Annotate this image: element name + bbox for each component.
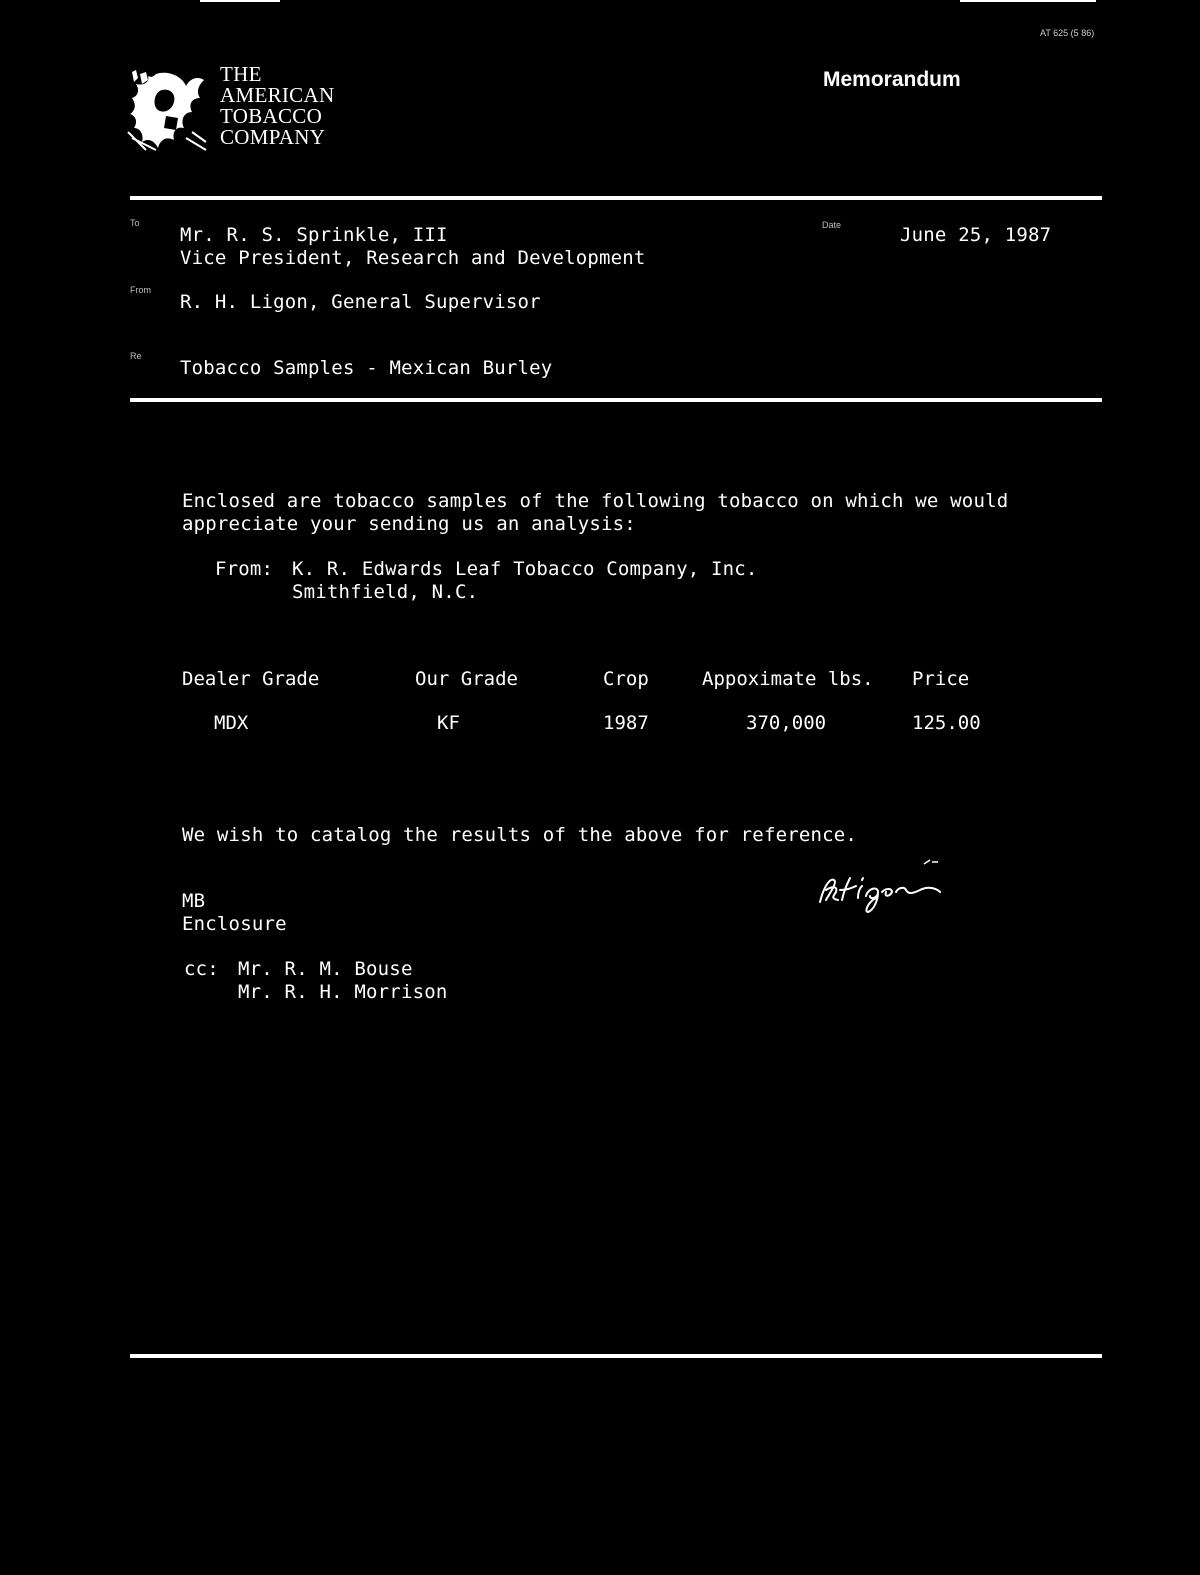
intro-text-line: appreciate your sending us an analysis:	[182, 513, 636, 535]
top-edge-line	[200, 0, 280, 2]
top-edge-line-right	[960, 0, 1096, 2]
table-cell: 370,000	[746, 712, 827, 734]
typist-initials: MB	[182, 890, 206, 912]
memo-title: Memorandum	[823, 68, 961, 91]
sender-name: R. H. Ligon, General Supervisor	[180, 291, 541, 313]
intro-text-line: Enclosed are tobacco samples of the following tobacco on which we would	[182, 490, 1009, 512]
table-cell: MDX	[214, 712, 249, 734]
subject-label: Re	[130, 351, 142, 361]
table-header: Crop	[603, 668, 649, 690]
date-label: Date	[822, 220, 842, 230]
table-header: Price	[912, 668, 970, 690]
table-cell: 125.00	[912, 712, 981, 734]
cc-name: Mr. R. H. Morrison	[238, 981, 448, 1003]
supplier-from-label: From:	[215, 558, 274, 580]
table-cell: 1987	[603, 712, 649, 734]
supplier-city: Smithfield, N.C.	[292, 581, 479, 603]
recipient-name: Mr. R. S. Sprinkle, III	[180, 224, 448, 246]
address-divider	[130, 398, 1102, 402]
table-cell: KF	[437, 712, 460, 734]
cc-name: Mr. R. M. Bouse	[238, 958, 413, 980]
company-name-line: COMPANY	[220, 125, 326, 149]
header-divider	[130, 196, 1102, 200]
form-code: AT 625 (5 86)	[1040, 28, 1095, 38]
cc-label: cc:	[184, 958, 219, 980]
from-label: From	[130, 285, 151, 295]
company-name-line: THE	[220, 62, 262, 86]
closing-text: We wish to catalog the results of the above for reference.	[182, 824, 858, 846]
table-header: Our Grade	[415, 668, 518, 690]
enclosure-note: Enclosure	[182, 913, 287, 935]
recipient-title: Vice President, Research and Development	[180, 247, 646, 269]
company-logo-icon	[126, 68, 208, 152]
to-label: To	[130, 218, 140, 228]
company-name	[220, 64, 334, 148]
memo-date: June 25, 1987	[900, 224, 1052, 246]
supplier-name: K. R. Edwards Leaf Tobacco Company, Inc.	[292, 558, 758, 580]
table-header: Appoximate lbs.	[702, 668, 874, 690]
company-name-line: AMERICAN	[220, 83, 335, 107]
company-name-line: TOBACCO	[220, 104, 323, 128]
table-header: Dealer Grade	[182, 668, 320, 690]
footer-divider	[130, 1354, 1102, 1358]
signature	[812, 856, 962, 916]
memo-subject: Tobacco Samples - Mexican Burley	[180, 357, 553, 379]
